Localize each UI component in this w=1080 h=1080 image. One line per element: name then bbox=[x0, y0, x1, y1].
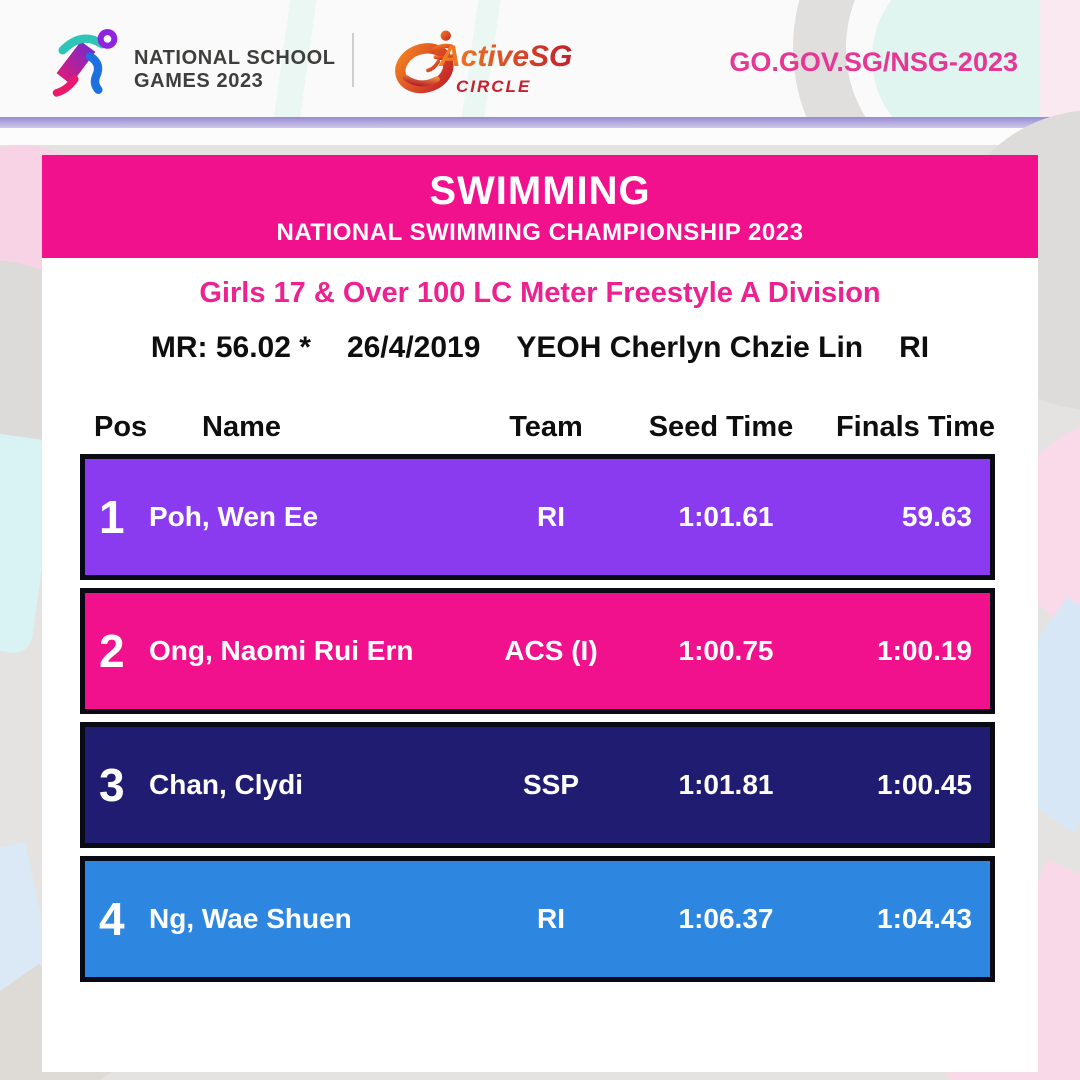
header bbox=[0, 0, 1080, 118]
row-seed: 1:06.37 bbox=[678, 903, 774, 934]
nsg-logo-line2: GAMES 2023 bbox=[134, 70, 264, 92]
row-team: RI bbox=[537, 903, 565, 934]
event-title: Girls 17 & Over 100 LC Meter Freestyle A Division bbox=[199, 277, 881, 309]
activesg-name: ActiveSG bbox=[439, 40, 573, 73]
row-name: Ng, Wae Shuen bbox=[149, 903, 352, 934]
activesg-wordmark bbox=[437, 36, 597, 78]
row-finals: 1:00.45 bbox=[877, 769, 972, 800]
table-header bbox=[80, 411, 995, 444]
row-pos: 1 bbox=[99, 491, 125, 543]
championship-subtitle: NATIONAL SWIMMING CHAMPIONSHIP 2023 bbox=[276, 219, 804, 246]
row-team: RI bbox=[537, 501, 565, 532]
row-team: SSP bbox=[522, 769, 580, 800]
record-time: MR: 56.02 * bbox=[150, 331, 311, 364]
row-pos: 4 bbox=[99, 893, 125, 945]
sport-title: SWIMMING bbox=[429, 169, 651, 213]
table-row bbox=[80, 856, 995, 982]
gov-link: GO.GOV.SG/NSG-2023 bbox=[729, 47, 1018, 77]
nsg-logo-line1: NATIONAL SCHOOL bbox=[134, 47, 336, 69]
logo-divider bbox=[352, 33, 354, 87]
table-row bbox=[80, 454, 995, 580]
col-finals: Finals Time bbox=[835, 411, 995, 443]
sport-banner bbox=[42, 155, 1038, 258]
record-holder: YEOH Cherlyn Chzie Lin bbox=[516, 331, 864, 364]
col-team: Team bbox=[509, 411, 583, 443]
row-pos: 3 bbox=[99, 759, 125, 811]
row-team: ACS (I) bbox=[504, 635, 598, 666]
row-pos: 2 bbox=[99, 625, 125, 677]
activesg-circle-label: CIRCLE bbox=[456, 77, 532, 96]
meet-record-line bbox=[42, 331, 1038, 365]
col-pos: Pos bbox=[94, 411, 148, 443]
row-finals: 1:00.19 bbox=[877, 635, 972, 666]
table-row bbox=[80, 588, 995, 714]
col-name: Name bbox=[202, 411, 281, 443]
table-row bbox=[80, 722, 995, 848]
row-finals: 59.63 bbox=[901, 501, 972, 532]
results-card bbox=[42, 155, 1038, 1072]
row-seed: 1:01.61 bbox=[678, 501, 774, 532]
row-name: Poh, Wen Ee bbox=[149, 501, 319, 532]
record-date: 26/4/2019 bbox=[346, 331, 481, 364]
row-finals: 1:04.43 bbox=[877, 903, 972, 934]
row-seed: 1:01.81 bbox=[678, 769, 774, 800]
row-name: Chan, Clydi bbox=[149, 769, 304, 800]
col-seed: Seed Time bbox=[648, 411, 794, 443]
divider-strip bbox=[0, 117, 1080, 128]
results-rows bbox=[80, 454, 995, 982]
row-name: Ong, Naomi Rui Ern bbox=[149, 635, 414, 666]
nsg-runner-icon bbox=[52, 26, 128, 102]
record-team: RI bbox=[899, 331, 930, 364]
nsg-logo-text bbox=[134, 47, 336, 93]
row-seed: 1:00.75 bbox=[678, 635, 774, 666]
